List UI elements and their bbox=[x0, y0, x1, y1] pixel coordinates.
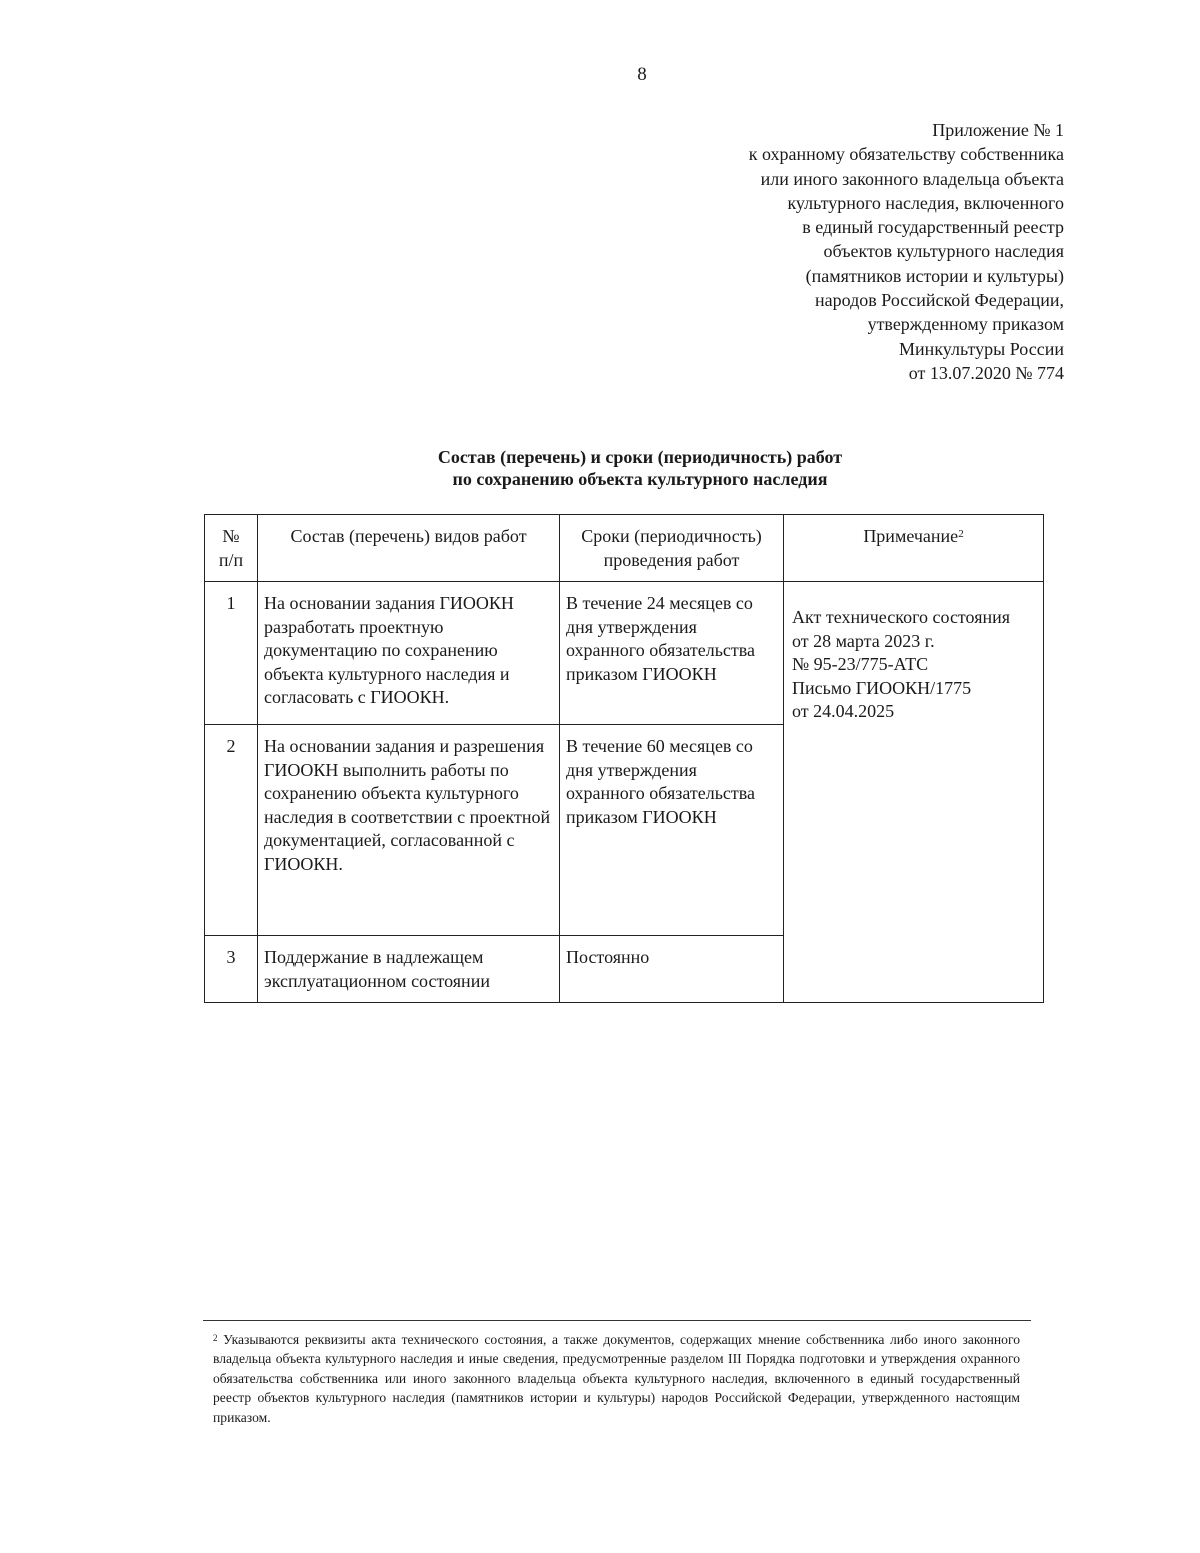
row-terms: В течение 60 месяцев со дня утверждения охранного обязательства приказом ГИООКН bbox=[560, 725, 784, 936]
appendix-line: к охранному обязательству собственника bbox=[748, 144, 1064, 165]
appendix-line: культурного наследия, включенного bbox=[787, 192, 1064, 213]
footnote-divider bbox=[203, 1320, 1031, 1321]
appendix-line: утвержденному приказом bbox=[867, 314, 1064, 335]
header-note: Примечание$^2$ bbox=[784, 515, 1044, 582]
footnote-ref: 2 bbox=[958, 528, 964, 540]
table-header-row bbox=[205, 515, 1044, 582]
row-note bbox=[784, 582, 1044, 1003]
appendix-line: народов Российской Федерации, bbox=[815, 290, 1064, 311]
title-line-2: по сохранению объекта культурного наследия bbox=[452, 469, 828, 489]
footnote bbox=[213, 1330, 1020, 1427]
row-number: 3 bbox=[205, 936, 258, 1003]
works-table bbox=[204, 514, 1044, 1003]
row-works: На основании задания ГИООКН разработать проектную документацию по сохранению объекта культурного наследия и согласовать с ГИООКН. bbox=[258, 582, 560, 725]
note-line: Письмо ГИООКН/1775 bbox=[792, 677, 972, 698]
footnote-text: Указываются реквизиты акта технического состояния, а также документов, содержащих мнение собственника либо иного законного владельца объекта культурного наследия и иные сведения, предусмотренные разделом III Порядка подготовки и утверждения охранного обязательства собственника или иного законного владельца объекта культурного наследия, включенного в единый государственный реестр объектов культурного наследия (памятников истории и культуры) народов Российской Федерации, утвержденного настоящим приказом. bbox=[213, 1332, 1020, 1425]
appendix-line: от 13.07.2020 № 774 bbox=[908, 362, 1064, 383]
row-number: 1 bbox=[205, 582, 258, 725]
appendix-block bbox=[644, 118, 1064, 385]
row-works: Поддержание в надлежащем эксплуатационном состоянии bbox=[258, 936, 560, 1003]
row-works: На основании задания и разрешения ГИООКН выполнить работы по сохранению объекта культурного наследия в соответствии с проектной документацией, согласованной с ГИООКН. bbox=[258, 725, 560, 936]
header-terms: Сроки (периодичность) проведения работ bbox=[560, 515, 784, 582]
footnote-marker: 2 bbox=[213, 1333, 218, 1343]
appendix-line: (памятников истории и культуры) bbox=[805, 265, 1064, 286]
page-number: 8 bbox=[637, 64, 647, 85]
row-terms: В течение 24 месяцев со дня утверждения охранного обязательства приказом ГИООКН bbox=[560, 582, 784, 725]
table-row bbox=[205, 582, 1044, 725]
appendix-line: объектов культурного наследия bbox=[823, 241, 1064, 262]
document-title bbox=[0, 446, 1200, 490]
note-line: от 28 марта 2023 г. bbox=[792, 630, 935, 651]
appendix-line: Минкультуры России bbox=[899, 338, 1064, 359]
row-number: 2 bbox=[205, 725, 258, 936]
note-line: от 24.04.2025 bbox=[792, 701, 895, 721]
appendix-line: в единый государственный реестр bbox=[802, 217, 1064, 238]
header-number: № п/п bbox=[205, 515, 258, 582]
appendix-line: Приложение № 1 bbox=[932, 120, 1064, 140]
appendix-line: или иного законного владельца объекта bbox=[760, 168, 1064, 189]
note-line: Акт технического состояния bbox=[792, 607, 1011, 627]
title-line-1: Состав (перечень) и сроки (периодичность) работ bbox=[437, 447, 843, 467]
header-works: Состав (перечень) видов работ bbox=[258, 515, 560, 582]
row-terms: Постоянно bbox=[560, 936, 784, 1003]
note-line: № 95-23/775-АТС bbox=[792, 654, 929, 674]
